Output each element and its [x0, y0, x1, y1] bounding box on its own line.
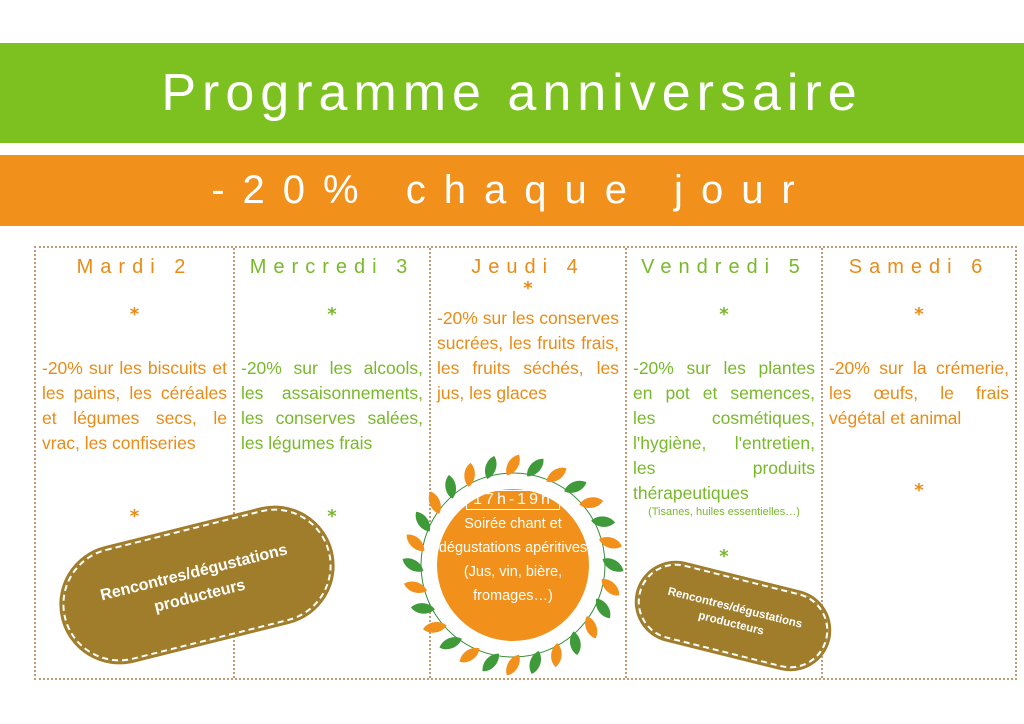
star-separator: *: [327, 304, 337, 325]
day-heading: Mardi 2: [76, 256, 193, 278]
star-separator: *: [719, 546, 729, 567]
day-offer-text: -20% sur les plantes en pot et semences, les cosmétiques, l'hygiène, l'entretien, les produits thérapeutiques: [633, 358, 815, 503]
day-offer-text: -20% sur les conserves sucrées, les fruits frais, les fruits séchés, les jus, les glaces: [437, 308, 619, 403]
day-heading: Jeudi 4: [471, 256, 585, 278]
star-separator: *: [129, 304, 140, 325]
day-heading: Mercredi 3: [249, 256, 415, 278]
evening-event: [438, 486, 588, 646]
title-band: [0, 43, 1024, 143]
evening-description: Soirée chant et dégustations apéritives (Jus, vin, bière, fromages…): [438, 516, 588, 604]
day-heading: Vendredi 5: [641, 256, 807, 278]
day-offer-text: -20% sur les alcools, les assaisonnements, les conserves salées, les légumes frais: [241, 358, 423, 453]
star-separator: *: [914, 480, 924, 501]
star-separator: *: [914, 304, 924, 325]
evening-time: 17h-19h: [466, 490, 560, 510]
page-title: Programme anniversaire: [161, 64, 863, 122]
day-offer-note: (Tisanes, huiles essentielles…): [648, 506, 800, 518]
day-offer-text: -20% sur les biscuits et les pains, les céréales et légumes secs, le vrac, les confiseries: [42, 358, 227, 453]
star-separator: *: [719, 304, 729, 325]
page-subtitle: -20% chaque jour: [211, 168, 813, 212]
badge-label: Rencontres/dégustations producteurs: [98, 541, 290, 616]
star-separator: *: [129, 506, 140, 527]
star-separator: *: [327, 506, 337, 527]
badge-label: Rencontres/dégustations producteurs: [666, 585, 804, 638]
day-column-saturday: [823, 248, 1015, 678]
day-heading: Samedi 6: [848, 256, 990, 278]
day-offer-text: -20% sur la crémerie, les œufs, le frais végétal et animal: [829, 358, 1009, 428]
subtitle-band: [0, 155, 1024, 226]
star-separator: *: [523, 278, 533, 299]
